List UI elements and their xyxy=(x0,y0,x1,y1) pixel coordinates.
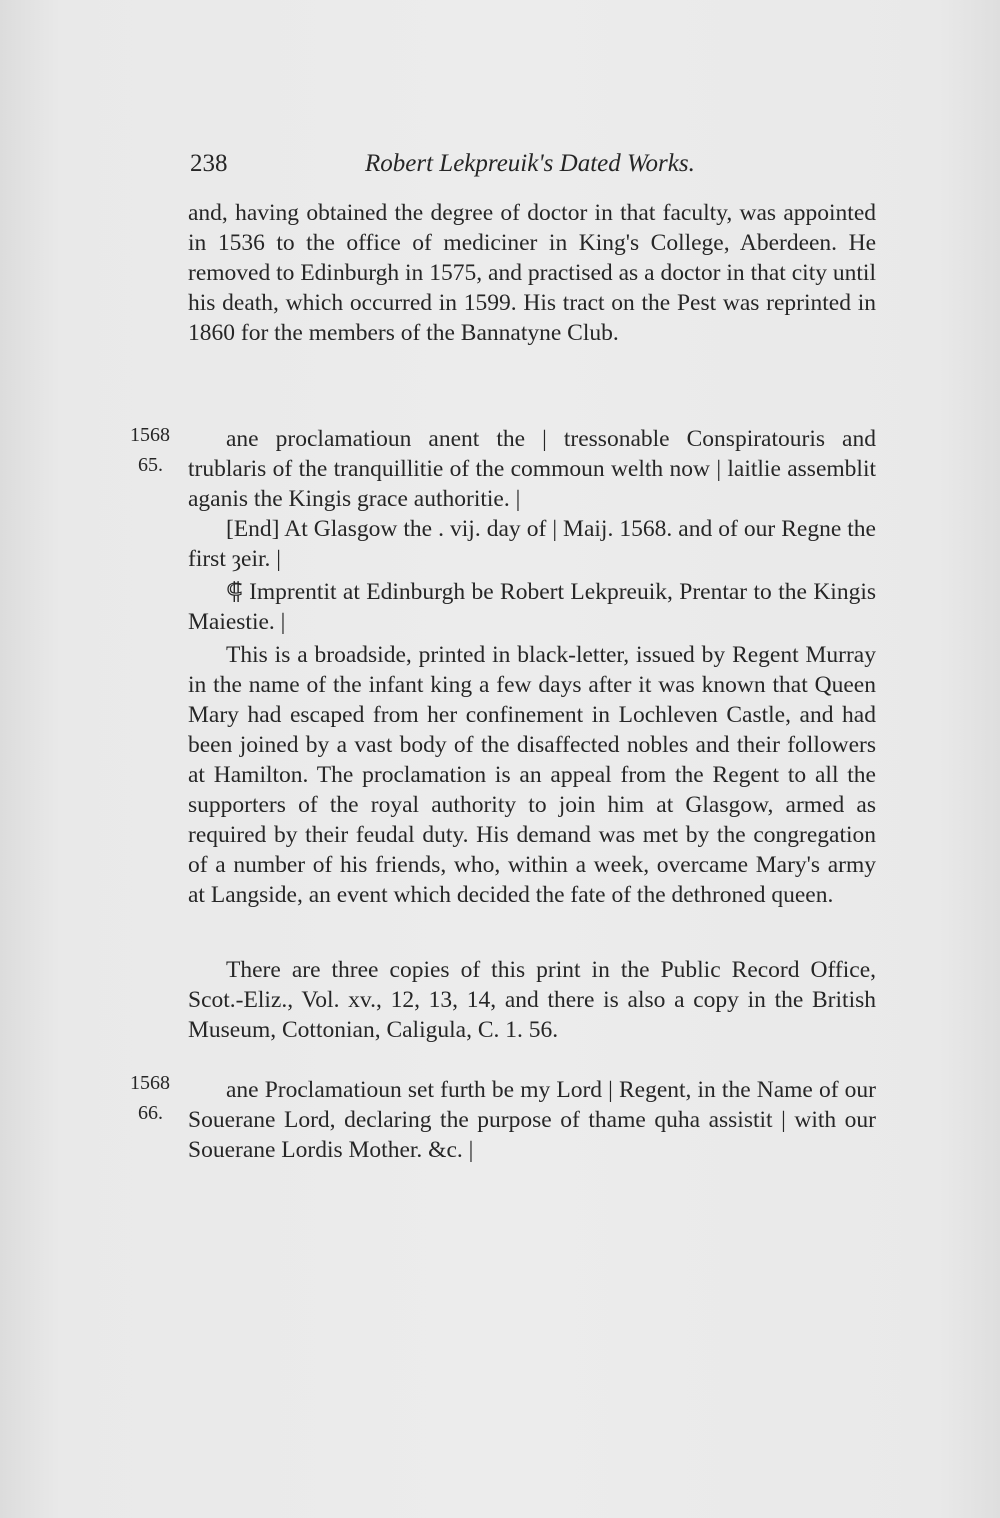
paragraph-physician-bio: and, having obtained the degree of doctor in that faculty, was appointed in 1536 to the office of mediciner in King's College, Aberdeen. He removed to Edinburgh in 1575, and practised as a doctor in that city until his death, which occurred in 1599. His tract on the Pest was reprinted in 1860 for the members of the Bannatyne Club. xyxy=(188,200,876,346)
margin-note-year: 1568 xyxy=(130,1072,170,1094)
margin-note-number: 65. xyxy=(138,454,163,476)
paragraph-entry-65-imprint: ⸿ Imprentit at Edinburgh be Robert Lekpreuik, Prentar to the Kingis Maiestie. | xyxy=(188,579,876,635)
paragraph-entry-65-end: [End] At Glasgow the . vij. day of | Maij. 1568. and of our Regne the first ȝeir. | xyxy=(188,516,876,572)
paragraph-entry-66-title: ane Proclamatioun set furth be my Lord | Regent, in the Name of our Souerane Lord, declaring the purpose of thame quha assistit | with our Souerane Lordis Mother. &c. | xyxy=(188,1077,876,1163)
running-head xyxy=(190,150,710,186)
running-title: Robert Lekpreuik's Dated Works. xyxy=(365,150,695,177)
margin-note-entry-65 xyxy=(130,420,186,480)
margin-note-entry-66 xyxy=(130,1068,186,1128)
paragraph-broadside-description: This is a broadside, printed in black-letter, issued by Regent Murray in the name of the infant king a few days after it was known that Queen Mary had escaped from her confinement in Lochleven Castle, and had been joined by a vast body of the disaffected nobles and their followers at Hamilton. The proclamation is an appeal from the Regent to all the supporters of the royal authority to join him at Glasgow, armed as required by their feudal duty. His demand was met by the congregation of a number of his friends, who, within a week, overcame Mary's army at Langside, an event which decided the fate of the dethroned queen. xyxy=(188,642,876,908)
page-number: 238 xyxy=(190,150,228,177)
paragraph-copies-note: There are three copies of this print in the Public Record Office, Scot.-Eliz., Vol. xv., 12, 13, 14, and there is also a copy in the British Museum, Cottonian, Caligula, C. 1. 56. xyxy=(188,957,876,1043)
margin-note-number: 66. xyxy=(138,1102,163,1124)
margin-note-year: 1568 xyxy=(130,424,170,446)
paragraph-entry-65-title: ane proclamatioun anent the | tressonable Conspiratouris and trublaris of the tranquillitie of the commoun welth now | laitlie assemblit aganis the Kingis grace authoritie. | xyxy=(188,426,876,512)
